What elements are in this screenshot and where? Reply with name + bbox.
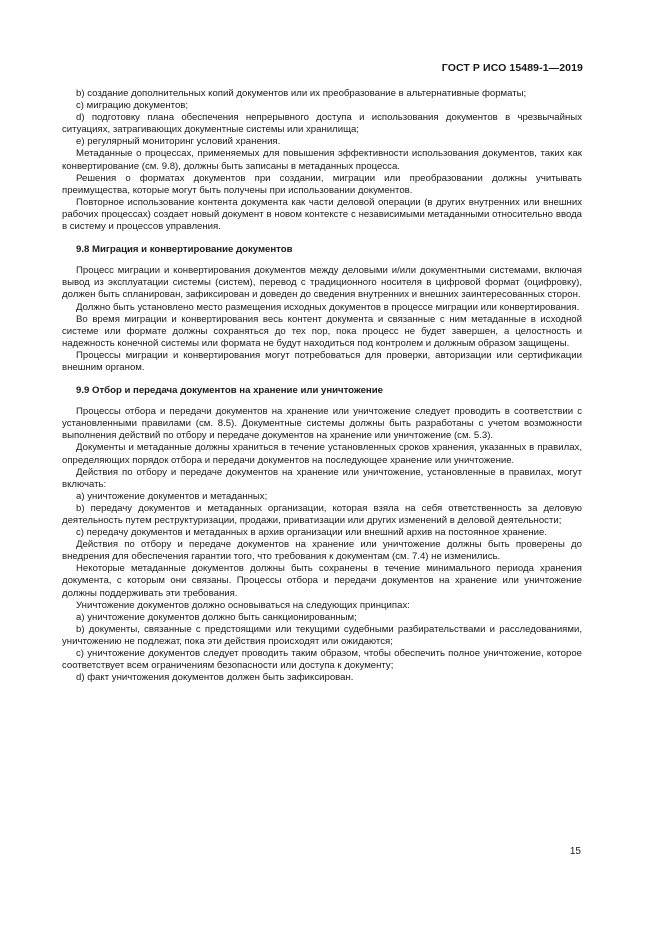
section-heading-9-8: 9.8 Миграция и конвертирование документов bbox=[76, 244, 293, 256]
paragraph: c) миграцию документов; bbox=[76, 100, 189, 112]
paragraph: Некоторые метаданные документов должны быть сохранены в течение минимального периода хранения документа, с которым они связаны. Процессы отбора и передачи документов на хранение или уничтожение должны поддерживать эти требования. bbox=[62, 563, 582, 599]
paragraph: c) передачу документов и метаданных в архив организации или внешний архив на постоянное хранение. bbox=[76, 527, 548, 539]
paragraph: a) уничтожение документов должно быть санкционированным; bbox=[76, 611, 357, 623]
paragraph: Процессы миграции и конвертирования могут потребоваться для проверки, авторизации или сертификации внешним органом. bbox=[62, 349, 582, 373]
paragraph: Уничтожение документов должно основываться на следующих принципах: bbox=[76, 599, 410, 611]
document-header: ГОСТ Р ИСО 15489-1—2019 bbox=[441, 62, 583, 74]
paragraph: Во время миграции и конвертирования весь контент документа и связанные с ним метаданные в исходной системе или формате должны сохраняться до тех пор, пока процесс не будет завершен, а целостность и надежность конечной системы или формата не будут находиться под контролем и должным образом защищены. bbox=[62, 313, 582, 349]
paragraph: Решения о форматах документов при создании, миграции или преобразовании должны учитывать преимущества, которые могут быть получены при использовании документов. bbox=[62, 172, 582, 196]
page-number: 15 bbox=[569, 846, 581, 857]
paragraph: Действия по отбору и передаче документов на хранение или уничтожение, установленные в правилах, могут включать: bbox=[62, 466, 582, 490]
paragraph: Документы и метаданные должны храниться в течение установленных сроков хранения, указанных в правилах, определяющих порядок отбора и передачи документов на последующее хранение или уничтожение. bbox=[62, 442, 582, 466]
paragraph: e) регулярный мониторинг условий хранения. bbox=[76, 136, 281, 148]
paragraph: b) документы, связанные с предстоящими или текущими судебными разбирательствами и расследованиями, уничтожению не подлежат, пока эти действия происходят или ожидаются; bbox=[62, 623, 582, 647]
paragraph: Метаданные о процессах, применяемых для повышения эффективности использования документов, таких как конвертирование (см. 9.8), должны быть записаны в метаданных процесса. bbox=[62, 148, 582, 172]
paragraph: c) уничтожение документов следует проводить таким образом, чтобы обеспечить полное уничтожение, которое соответствует всем ограничениям безопасности или доступа к документу; bbox=[62, 648, 582, 672]
paragraph: Повторное использование контента документа как части деловой операции (в других внутренних или внешних рабочих процессах) создает новый документ в новом контексте с независимыми метаданными относительно ввода в систему и процессов управления. bbox=[62, 196, 582, 233]
document-body bbox=[62, 88, 582, 684]
paragraph: b) создание дополнительных копий документов или их преобразование в альтернативные форматы; bbox=[76, 88, 527, 99]
section-heading-9-9: 9.9 Отбор и передача документов на хранение или уничтожение bbox=[76, 385, 383, 397]
paragraph: Действия по отбору и передаче документов на хранение или уничтожение должны быть проверены до внедрения для обеспечения гарантии того, что требования к документам (см. 7.4) не изменились. bbox=[62, 539, 582, 563]
paragraph: Должно быть установлено место размещения исходных документов в процессе миграции или конвертирования. bbox=[76, 301, 580, 313]
paragraph: d) факт уничтожения документов должен быть зафиксирован. bbox=[76, 672, 354, 684]
paragraph: a) уничтожение документов и метаданных; bbox=[76, 490, 268, 502]
paragraph: b) передачу документов и метаданных организации, которая взяла на себя ответственность за деловую деятельность путем реструктуризации, продажи, приватизации или других изменений в деловой деятельности; bbox=[62, 502, 582, 526]
paragraph: Процессы отбора и передачи документов на хранение или уничтожение следует проводить в соответствии с установленными правилами (см. 8.5). Документные системы должны быть разработаны с учетом возможности выполнения действий по отбору и передаче документов на хранение или уничтожение (см. 5.3). bbox=[62, 406, 582, 442]
paragraph: d) подготовку плана обеспечения непрерывного доступа и использования документов в чрезвычайных ситуациях, затрагивающих документные системы или хранилища; bbox=[62, 112, 582, 136]
paragraph: Процесс миграции и конвертирования документов между деловыми и/или документными системами, включая вывод из эксплуатации системы (систем), перевод с традиционного носителя в цифровой формат (оцифровку), должен быть спланирован, зафиксирован и доведен до сведения внутренних и внешних заинтересованных сторон. bbox=[62, 265, 582, 301]
